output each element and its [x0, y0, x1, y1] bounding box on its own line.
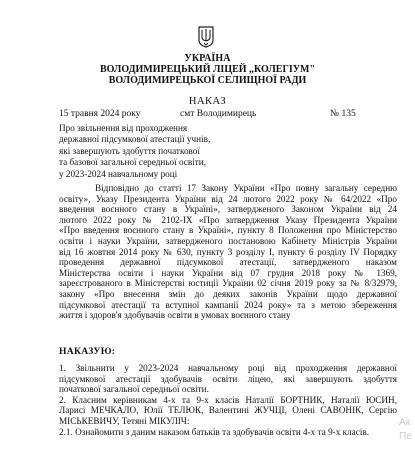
paragraph-line: «Про введення воєнного стану в Україні», пункту 8 Положення про Міністерство: [59, 225, 397, 236]
item-line: початкової загальної середньої освіти.: [59, 384, 209, 395]
order-items: [59, 363, 397, 437]
paragraph-line: від 16 жовтня 2014 року № 630, пункту 3 розділу I, пункту 6 розділу IV Порядку: [59, 246, 397, 257]
paragraph-line: підсумкової атестації та вступної кампанії 2024 року» та з метою збереження: [59, 299, 397, 310]
item-line: підсумкової атестації здобувачів освіти ліцею, які завершують здобуття: [59, 373, 397, 384]
order-place: смт Володимирець: [180, 109, 257, 119]
activation-watermark: [399, 416, 415, 444]
watermark-line: Пе: [399, 431, 412, 442]
watermark-line: Ак: [399, 417, 411, 428]
item-line: 2. Класним керівникам 4-х та 9-х класів Наталії БОРТНИК, Наталії ЮСИН,: [59, 394, 397, 405]
paragraph-line: освіти і науки України, затвердженого постановою Кабінету Міністрів України: [59, 235, 397, 246]
trident-emblem-icon: [197, 26, 215, 48]
paragraph-line: закону «Про внесення змін до деяких законів України щодо державної: [59, 288, 397, 299]
subject-line: Про звільнення від проходження: [59, 123, 188, 133]
subject-line: у 2023-2024 навчальному році: [59, 168, 178, 179]
header-country: УКРАЇНА: [184, 53, 231, 64]
item-line: 2.1. Ознайомити з даним наказом батьків та здобувачів освіти 4-х та 9-х класів.: [59, 426, 370, 437]
subject-line: які завершують здобуття початкової: [59, 145, 200, 156]
header-council: ВОЛОДИМИРЕЦЬКОЇ СЕЛИЩНОЇ РАДИ: [108, 75, 307, 86]
order-subject: [59, 123, 289, 180]
order-date: 15 травня 2024 року: [59, 109, 141, 119]
paragraph-line: зареєстрованого в Міністерстві юстиції України 02 січня 2019 року за № 8/32979,: [59, 278, 397, 289]
order-number: № 135: [330, 109, 356, 119]
subject-line: та базової загальної середньої освіти,: [59, 157, 206, 168]
item-line: МІСЬКЕВИЧУ, Тетяні МІКУЛІЧ:: [59, 415, 190, 426]
paragraph-line: введення воєнного стану в Україні», затвердженого Законом України від 24: [59, 204, 397, 215]
paragraph-line: лютого 2022 року № 2102-IX «Про затвердження Указу Президента України: [59, 214, 397, 225]
paragraph-line: Міністерства освіти і науки України від 07 грудня 2018 року № 1369,: [59, 267, 397, 278]
paragraph-line: життя і здоров'я здобувачів освіти в умовах воєнного стану: [59, 310, 291, 321]
header-institution: ВОЛОДИМИРЕЦЬКИЙ ЛІЦЕЙ „КОЛЕГІУМ": [99, 64, 316, 75]
subject-line: державної підсумкової атестації учнів,: [59, 134, 211, 145]
paragraph-line: проведення державної підсумкової атестації, затвердженого наказом: [59, 257, 397, 268]
preamble-paragraph: [59, 183, 397, 321]
document-type: НАКАЗ: [188, 96, 227, 107]
item-line: Ларисі МЕЧКАЛО, Юлії ТЕЛЮК, Валентині ЖУЧЦІ, Олені САВОНІК, Сергію: [59, 405, 397, 416]
paragraph-line: Відповідно до статті 17 Закону України «Про повну загальну середню: [95, 183, 397, 193]
paragraph-line: освіту», Указу Президента України від 24 лютого 2022 року № 64/2022 «Про: [59, 193, 397, 204]
item-line: 1. Звільнити у 2023-2024 навчальному році від проходження державної: [59, 363, 397, 373]
order-directive-heading: НАКАЗУЮ:: [59, 346, 116, 357]
